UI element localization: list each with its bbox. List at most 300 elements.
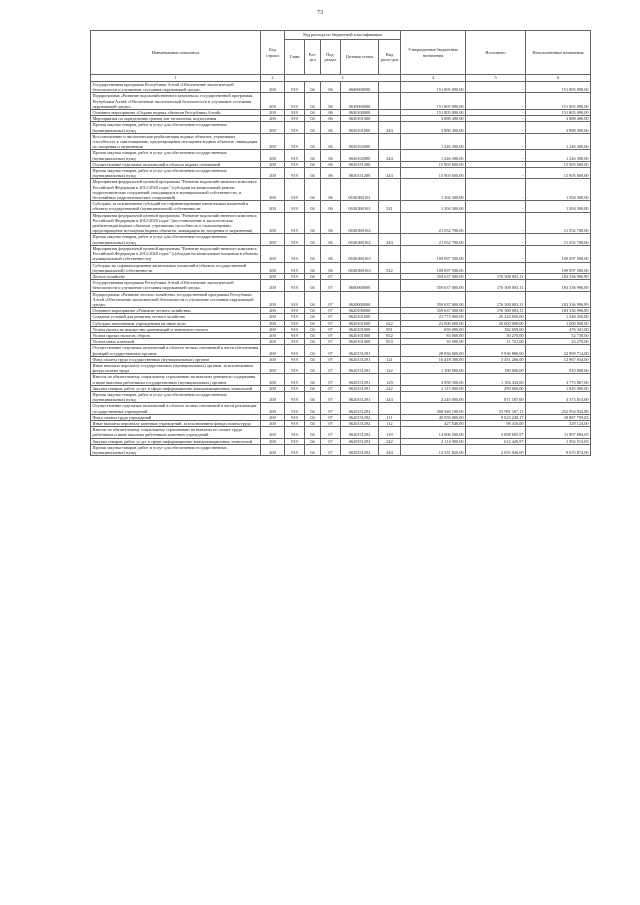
row-chapter: 919 [285, 82, 305, 93]
row-target: 0630151280 [341, 168, 379, 179]
row-approved: 14 906 500,00 [401, 427, 466, 438]
row-expense-type: 244 [379, 444, 401, 455]
row-expense-type: 521 [379, 201, 401, 212]
row-approved: 21 000 000,00 [401, 320, 466, 326]
row-unexecuted: 3 373 813,00 [526, 391, 591, 402]
row-approved: 21 052 700,00 [401, 234, 466, 245]
row-target: 06301R0163 [341, 245, 379, 262]
col-number: 6 [526, 75, 591, 82]
row-target: 0630000000 [341, 93, 379, 110]
row-section: 04 [305, 385, 321, 391]
row-code: 200 [261, 403, 285, 414]
row-executed: 3 008 605,97 [466, 427, 526, 438]
row-section: 04 [305, 116, 321, 122]
row-code: 200 [261, 427, 285, 438]
page-number: 73 [317, 10, 323, 16]
row-name: Прочая закупка товаров, работ и услуг для обеспечения государственных (муниципальных) нужд [91, 168, 261, 179]
row-executed: - [466, 179, 526, 201]
row-section: 04 [305, 326, 321, 332]
row-name: Закупка товаров, работ, услуг в сфере информационно-коммуникационных технологий [91, 385, 261, 391]
row-approved: 1 304 300,00 [401, 179, 466, 201]
row-unexecuted: 52 730,00 [526, 332, 591, 338]
table-row [91, 444, 591, 455]
row-name: Мероприятия по определению границ зон затопления, подтопления [91, 116, 261, 122]
row-approved: 2 114 900,00 [401, 438, 466, 444]
row-unexecuted: 183 336 996,89 [526, 280, 591, 291]
row-name: Прочая закупка товаров, работ и услуг для обеспечения государственных (муниципальных) нужд [91, 444, 261, 455]
row-name: Фонд оплаты труда государственных (муниципальных) органов [91, 356, 261, 362]
row-subsection: 07 [321, 427, 341, 438]
row-name: Лесное хозяйство [91, 273, 261, 279]
row-target: 06301R0161 [341, 201, 379, 212]
row-unexecuted: 1 825 000,00 [526, 385, 591, 391]
row-subsection: 07 [321, 308, 341, 314]
row-section: 04 [305, 234, 321, 245]
row-section: 04 [305, 280, 321, 291]
row-unexecuted: 183 336 996,89 [526, 273, 591, 279]
row-name: Осуществление отдельных полномочий в области лесных отношений в части обеспечения функций государственных органов [91, 345, 261, 356]
row-code: 200 [261, 385, 285, 391]
row-code: 200 [261, 332, 285, 338]
row-unexecuted: 21 052 700,00 [526, 212, 591, 234]
row-target: 0620151292 [341, 420, 379, 426]
header-unexecuted: Неисполненные назначения [526, 31, 591, 75]
row-section: 04 [305, 273, 321, 279]
row-code: 200 [261, 280, 285, 291]
row-approved: 308 946 100,00 [401, 403, 466, 414]
row-target: 0620151291 [341, 385, 379, 391]
row-subsection: 06 [321, 93, 341, 110]
row-approved: 83 000,00 [401, 332, 466, 338]
row-code: 200 [261, 150, 285, 161]
row-code: 200 [261, 308, 285, 314]
row-chapter: 919 [285, 420, 305, 426]
row-target: 0630100000 [341, 110, 379, 116]
row-approved: 151 805 090,00 [401, 82, 466, 93]
row-subsection: 07 [321, 320, 341, 326]
row-name: Прочая закупка товаров, работ и услуг для обеспечения государственных (муниципальных) нужд [91, 234, 261, 245]
row-expense-type: 851 [379, 326, 401, 332]
budget-execution-table [90, 30, 591, 456]
row-subsection: 07 [321, 273, 341, 279]
row-expense-type [379, 133, 401, 150]
row-approved: 16 418 300,00 [401, 356, 466, 362]
row-subsection: 06 [321, 245, 341, 262]
row-code: 200 [261, 212, 285, 234]
row-chapter: 919 [285, 234, 305, 245]
row-code: 200 [261, 262, 285, 273]
row-chapter: 919 [285, 161, 305, 167]
row-unexecuted: 183 336 996,89 [526, 291, 591, 308]
row-unexecuted: 109 097 500,00 [526, 245, 591, 262]
row-chapter: 919 [285, 427, 305, 438]
header-subsection: Под-раздел [321, 40, 341, 75]
row-code: 200 [261, 161, 285, 167]
row-name: Взносы по обязательному социальному страхованию на выплаты денежного содержания и иные выплаты работникам государственных (муниципальных) органов [91, 374, 261, 385]
header-chapter: Глава [285, 40, 305, 75]
row-code: 200 [261, 444, 285, 455]
row-section: 04 [305, 444, 321, 455]
row-subsection: 06 [321, 201, 341, 212]
row-chapter: 919 [285, 345, 305, 356]
row-subsection: 07 [321, 345, 341, 356]
row-code: 200 [261, 356, 285, 362]
row-unexecuted: 252 954 932,89 [526, 403, 591, 414]
row-name: Субсидии на софинансирование капитальных вложений в объекты государственной (муниципальной) собственности [91, 262, 261, 273]
row-code: 200 [261, 110, 285, 116]
row-executed: - [466, 133, 526, 150]
row-section: 04 [305, 403, 321, 414]
table-row [91, 262, 591, 273]
row-section: 04 [305, 332, 321, 338]
row-code: 200 [261, 420, 285, 426]
row-subsection: 06 [321, 122, 341, 133]
row-executed: - [466, 150, 526, 161]
row-executed: 3 451 266,00 [466, 356, 526, 362]
table-row [91, 291, 591, 308]
row-section: 04 [305, 339, 321, 345]
row-expense-type [379, 82, 401, 93]
row-subsection: 07 [321, 420, 341, 426]
row-chapter: 919 [285, 280, 305, 291]
row-executed: 20 224 650,00 [466, 314, 526, 320]
row-name: Основное мероприятие «Развитие лесного хозяйства» [91, 308, 261, 314]
row-expense-type [379, 93, 401, 110]
table-row [91, 179, 591, 201]
row-code: 200 [261, 201, 285, 212]
row-name: Подпрограмма «Развитие водохозяйственного комплекса» государственной программы Республики Алтай «Обеспечение экологической безопасности и улучшение состояния окружающей среды» [91, 93, 261, 110]
row-approved: 359 637 000,00 [401, 273, 466, 279]
row-name: Закупка товаров, работ, услуг в сфере информационно-коммуникационных технологий [91, 438, 261, 444]
row-section: 04 [305, 179, 321, 201]
row-executed: 176 300 003,11 [466, 308, 526, 314]
row-unexecuted: 3 888 490,00 [526, 122, 591, 133]
row-executed: - [466, 82, 526, 93]
row-approved: 109 097 500,00 [401, 245, 466, 262]
row-expense-type [379, 212, 401, 234]
row-unexecuted: 1 246 300,00 [526, 133, 591, 150]
row-target: 0620151292 [341, 444, 379, 455]
row-section: 04 [305, 362, 321, 373]
row-target: 0620151292 [341, 414, 379, 420]
row-name: Осуществление отдельных полномочий в области лесных отношений в части реализации государственных учреждений [91, 403, 261, 414]
row-subsection: 07 [321, 332, 341, 338]
table-row [91, 391, 591, 402]
row-subsection: 07 [321, 280, 341, 291]
row-expense-type: 244 [379, 168, 401, 179]
row-chapter: 919 [285, 444, 305, 455]
row-approved: 35 000,00 [401, 339, 466, 345]
row-name: Государственная программа Республики Алтай «Обеспечение экологической безопасности и улучшение состояния окружающей среды» [91, 280, 261, 291]
row-executed: 176 300 003,11 [466, 280, 526, 291]
row-executed: - [466, 234, 526, 245]
row-chapter: 919 [285, 414, 305, 420]
row-chapter: 919 [285, 308, 305, 314]
row-expense-type: 242 [379, 385, 401, 391]
row-approved: 427 540,00 [401, 420, 466, 426]
table-row [91, 362, 591, 373]
row-code: 200 [261, 314, 285, 320]
table-row [91, 150, 591, 161]
row-target: 0620101000 [341, 332, 379, 338]
row-section: 04 [305, 168, 321, 179]
header-expense-type: Вид расхо-дов [379, 40, 401, 75]
row-code: 200 [261, 326, 285, 332]
row-unexecuted: 3 773 867,00 [526, 374, 591, 385]
row-chapter: 919 [285, 122, 305, 133]
header-budget-classification: Код расхода по бюджетной классификации [285, 31, 401, 40]
row-subsection: 06 [321, 262, 341, 273]
row-section: 04 [305, 320, 321, 326]
row-approved: 4 958 300,00 [401, 374, 466, 385]
row-executed: - [466, 245, 526, 262]
row-target: 0620151292 [341, 403, 379, 414]
col-number: 5 [466, 75, 526, 82]
row-chapter: 919 [285, 438, 305, 444]
row-target: 0630102000 [341, 150, 379, 161]
row-expense-type: 244 [379, 122, 401, 133]
row-target: 0600000000 [341, 82, 379, 93]
row-chapter: 919 [285, 332, 305, 338]
row-chapter: 919 [285, 116, 305, 122]
row-section: 04 [305, 262, 321, 273]
row-approved: 49 059 000,00 [401, 414, 466, 420]
row-code: 200 [261, 291, 285, 308]
row-target: 06301R0161 [341, 179, 379, 201]
row-approved: 359 637 000,00 [401, 308, 466, 314]
row-expense-type: 853 [379, 339, 401, 345]
row-section: 04 [305, 308, 321, 314]
row-executed: 5 936 886,00 [466, 345, 526, 356]
row-executed: - [466, 201, 526, 212]
row-expense-type: 242 [379, 438, 401, 444]
row-expense-type: 111 [379, 414, 401, 420]
row-unexecuted: 910 000,00 [526, 362, 591, 373]
row-subsection: 06 [321, 179, 341, 201]
row-target: 0620151292 [341, 438, 379, 444]
row-name: Иные выплаты персоналу казенных учреждений, за исключением фонда оплаты труда [91, 420, 261, 426]
row-executed: 190 000,00 [466, 362, 526, 373]
table-row [91, 82, 591, 93]
table-row [91, 93, 591, 110]
row-section: 04 [305, 391, 321, 402]
row-executed: - [466, 93, 526, 110]
row-section: 04 [305, 201, 321, 212]
row-unexecuted: 12 967 034,00 [526, 356, 591, 362]
row-section: 04 [305, 93, 321, 110]
row-executed: - [466, 212, 526, 234]
row-code: 200 [261, 122, 285, 133]
row-chapter: 919 [285, 212, 305, 234]
row-expense-type: 852 [379, 332, 401, 338]
row-target: 0620101000 [341, 314, 379, 320]
row-approved: 1 246 300,00 [401, 133, 466, 150]
table-row [91, 201, 591, 212]
row-target: 06301R0163 [341, 262, 379, 273]
col-number: 4 [401, 75, 466, 82]
row-name: Восстановление и экологическая реабилитация водных объектов, утративших способность к самоочищению, предотвращение истощения водных объектов, ликвидация их засорения и загрязнения [91, 133, 261, 150]
row-subsection: 06 [321, 150, 341, 161]
table-row [91, 245, 591, 262]
row-name: Мероприятия федеральной целевой программы "Развитие водохозяйственного комплекса Российской Федерации в 2012-2020 годах" (восстановление и экологическая реабилитация водных объектов, утративших способность к самоочищению, предотвращение истощения водных объектов, ликвидация их засорения и загрязнения) [91, 212, 261, 234]
row-unexecuted: 23 279,00 [526, 339, 591, 345]
row-section: 04 [305, 245, 321, 262]
row-subsection: 07 [321, 339, 341, 345]
row-executed: 182 659,00 [466, 326, 526, 332]
row-subsection: 07 [321, 391, 341, 402]
row-executed: 20 000 000,00 [466, 320, 526, 326]
row-subsection: 07 [321, 438, 341, 444]
row-target: 0630151280 [341, 161, 379, 167]
row-executed: - [466, 161, 526, 167]
row-chapter: 919 [285, 110, 305, 116]
row-section: 04 [305, 420, 321, 426]
row-executed: - [466, 168, 526, 179]
row-expense-type: 121 [379, 356, 401, 362]
row-approved: 12 331 820,00 [401, 444, 466, 455]
row-unexecuted: 15 905 600,00 [526, 168, 591, 179]
row-chapter: 919 [285, 93, 305, 110]
table-row [91, 133, 591, 150]
row-code: 200 [261, 168, 285, 179]
row-name: Уплата налога на имущество организаций и земельного налога [91, 326, 261, 332]
row-subsection: 06 [321, 82, 341, 93]
row-section: 04 [305, 133, 321, 150]
row-unexecuted: 1 000 000,00 [526, 320, 591, 326]
table-row [91, 427, 591, 438]
row-section: 04 [305, 291, 321, 308]
row-target: 0630101000 [341, 122, 379, 133]
table-row [91, 168, 591, 179]
row-expense-type: 129 [379, 374, 401, 385]
row-executed: 176 300 003,11 [466, 291, 526, 308]
row-subsection: 07 [321, 314, 341, 320]
row-expense-type [379, 280, 401, 291]
row-name: Прочая закупка товаров, работ и услуг для обеспечения государственных (муниципальных) нужд [91, 391, 261, 402]
row-subsection: 06 [321, 133, 341, 150]
row-approved: 1 100 000,00 [401, 362, 466, 373]
row-unexecuted: 21 052 700,00 [526, 234, 591, 245]
row-subsection: 07 [321, 356, 341, 362]
row-chapter: 919 [285, 314, 305, 320]
row-subsection: 07 [321, 403, 341, 414]
row-name: Основное мероприятие «Охрана водных объектов Республики Алтай» [91, 110, 261, 116]
row-approved: 109 097 500,00 [401, 262, 466, 273]
row-name: Уплата прочих налогов, сборов [91, 332, 261, 338]
row-section: 04 [305, 212, 321, 234]
row-code: 200 [261, 245, 285, 262]
row-chapter: 919 [285, 133, 305, 150]
row-target: 06301R0162 [341, 212, 379, 234]
row-approved: 151 805 090,00 [401, 110, 466, 116]
row-expense-type: 622 [379, 320, 401, 326]
row-target: 0620151291 [341, 362, 379, 373]
row-chapter: 919 [285, 403, 305, 414]
row-section: 04 [305, 438, 321, 444]
row-code: 200 [261, 345, 285, 356]
row-approved: 659 000,00 [401, 326, 466, 332]
row-unexecuted: 151 805 090,00 [526, 110, 591, 116]
row-expense-type [379, 291, 401, 308]
row-section: 04 [305, 345, 321, 356]
row-code: 200 [261, 133, 285, 150]
table-row [91, 212, 591, 234]
row-code: 200 [261, 116, 285, 122]
table-row [91, 280, 591, 291]
row-executed: 30 270,00 [466, 332, 526, 338]
row-name: Государственная программа Республики Алтай «Обеспечение экологической безопасности и улучшение состояния окружающей среды» [91, 82, 261, 93]
row-target: 0620101000 [341, 320, 379, 326]
row-target: 06301R0162 [341, 234, 379, 245]
row-expense-type [379, 403, 401, 414]
row-unexecuted: 22 899 714,00 [526, 345, 591, 356]
col-number: 3 [285, 75, 401, 82]
row-unexecuted: 9 675 874,00 [526, 444, 591, 455]
row-name: Прочая закупка товаров, работ и услуг для обеспечения государственных (муниципальных) нужд [91, 122, 261, 133]
row-unexecuted: 11 897 894,03 [526, 427, 591, 438]
row-chapter: 919 [285, 291, 305, 308]
row-approved: 3 888 490,00 [401, 122, 466, 133]
row-name: Фонд оплаты труда учреждений [91, 414, 261, 420]
row-expense-type [379, 345, 401, 356]
row-executed: 612 426,97 [466, 438, 526, 444]
row-target: 0630101000 [341, 116, 379, 122]
row-approved: 28 836 600,00 [401, 345, 466, 356]
row-unexecuted: 476 341,00 [526, 326, 591, 332]
row-subsection: 06 [321, 116, 341, 122]
row-executed: 2 655 946,00 [466, 444, 526, 455]
row-name: Субсидии, за исключением субсидий на софинансирование капитальных вложений в объекты государственной (муниципальной) собственности [91, 201, 261, 212]
row-approved: 1 304 300,00 [401, 201, 466, 212]
row-section: 04 [305, 414, 321, 420]
row-target: 0620100000 [341, 308, 379, 314]
row-name: Осуществление отдельных полномочий в области водных отношений [91, 161, 261, 167]
row-approved: 15 905 600,00 [401, 161, 466, 167]
row-name: Подпрограмма «Развитие лесного хозяйства» государственной программы Республики Алтай «Обеспечение экологической безопасности и улучшение состояния окружающей среды» [91, 291, 261, 308]
row-chapter: 919 [285, 326, 305, 332]
row-name: Иные выплаты персоналу государственных (муниципальных) органов, за исключением фонда оплаты труда [91, 362, 261, 373]
row-chapter: 919 [285, 391, 305, 402]
row-executed: 9 023 240,17 [466, 414, 526, 420]
row-chapter: 919 [285, 150, 305, 161]
row-chapter: 919 [285, 179, 305, 201]
row-approved: 21 052 700,00 [401, 212, 466, 234]
row-expense-type: 244 [379, 150, 401, 161]
row-name: Мероприятия федеральной целевой программы "Развитие водохозяйственного комплекса Российской Федерации в 2012-2020 годах" (субсидии на капитальные вложения в объекты муниципальной собственности) [91, 245, 261, 262]
row-subsection: 07 [321, 385, 341, 391]
row-approved: 15 905 600,00 [401, 168, 466, 179]
row-chapter: 919 [285, 168, 305, 179]
row-code: 200 [261, 374, 285, 385]
row-target: 0620151291 [341, 391, 379, 402]
row-code: 200 [261, 438, 285, 444]
row-chapter: 919 [285, 273, 305, 279]
row-unexecuted: 1 502 513,03 [526, 438, 591, 444]
row-executed: 55 991 167,11 [466, 403, 526, 414]
row-chapter: 919 [285, 245, 305, 262]
header-code-line: Код строки [261, 31, 285, 75]
col-number: 1 [91, 75, 261, 82]
row-target: 0620151291 [341, 356, 379, 362]
row-chapter: 919 [285, 362, 305, 373]
row-code: 200 [261, 273, 285, 279]
row-expense-type: 522 [379, 262, 401, 273]
row-section: 04 [305, 82, 321, 93]
row-chapter: 919 [285, 356, 305, 362]
row-subsection: 06 [321, 168, 341, 179]
header-executed: Исполнено [466, 31, 526, 75]
row-target: 0620101000 [341, 326, 379, 332]
